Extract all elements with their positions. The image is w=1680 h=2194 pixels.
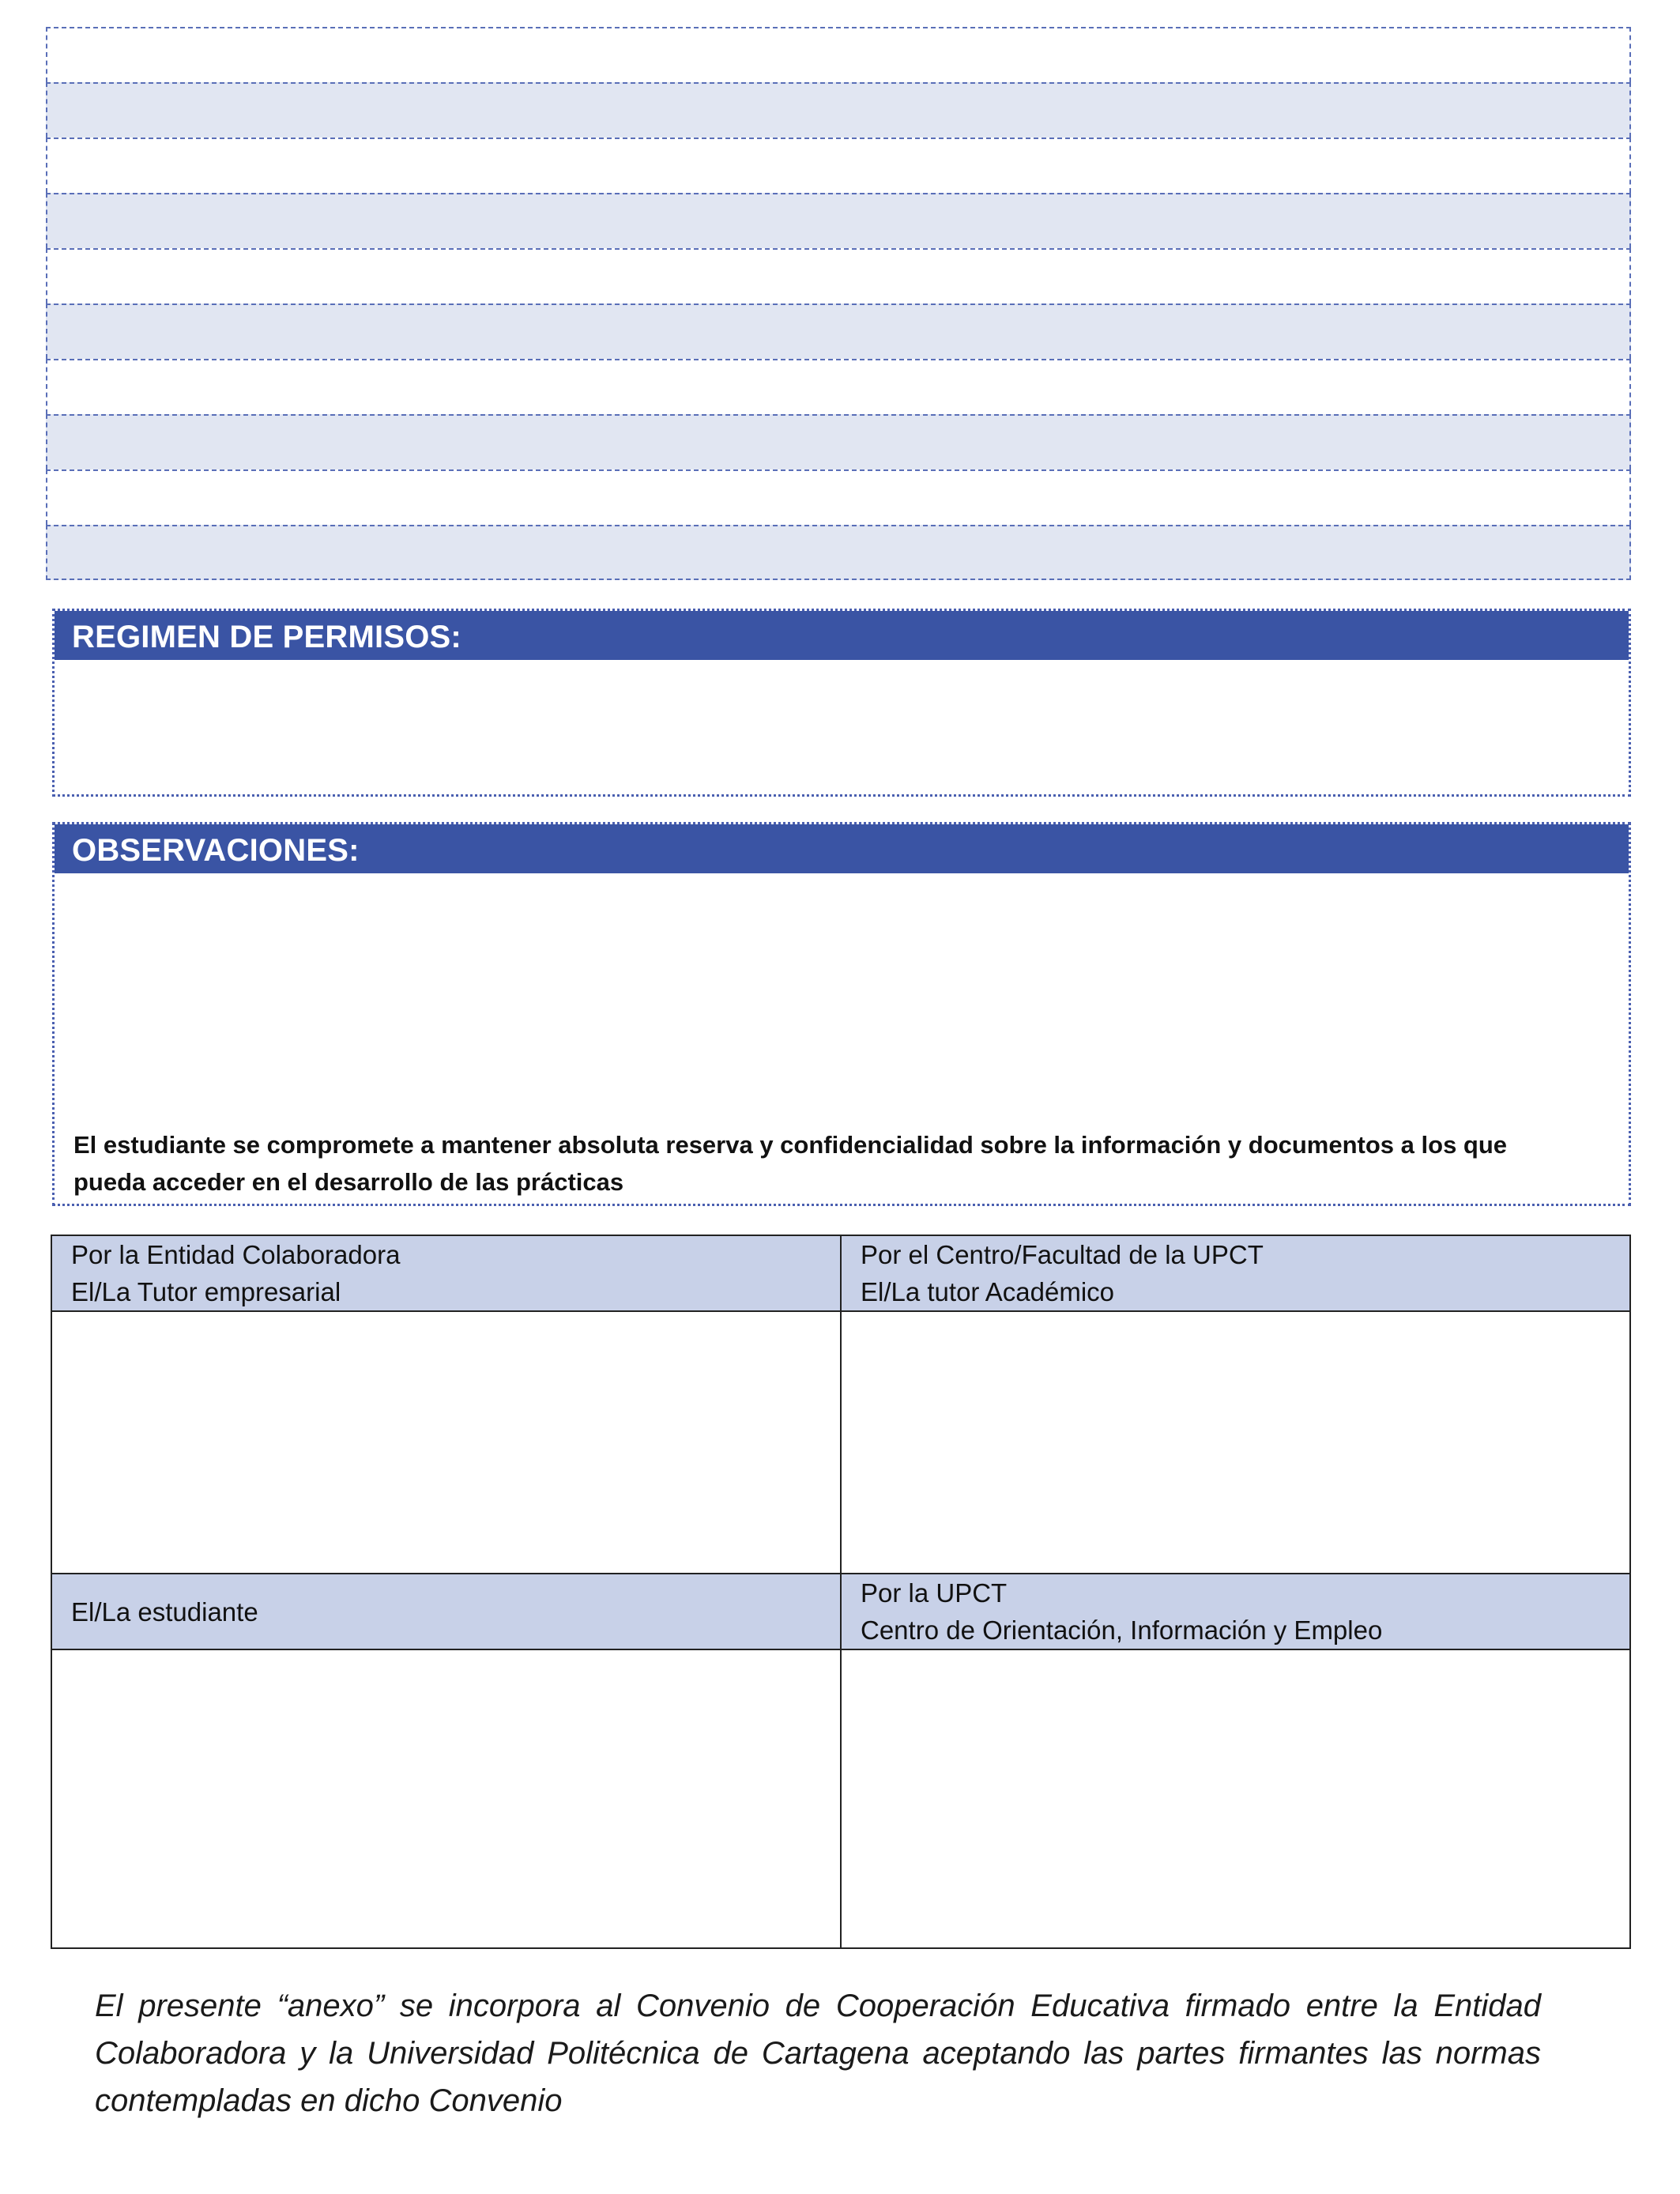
center-tutor-label: El/La tutor Académico	[861, 1277, 1115, 1306]
blank-row[interactable]	[46, 138, 1631, 193]
annex-note: El presente “anexo” se incorpora al Convenio de Cooperación Educativa firmado entre la Entidad Colaboradora y la Universidad Politécnica de Cartagena aceptando las partes firmantes las normas contempladas en dicho Convenio	[95, 1989, 1541, 2118]
blank-row[interactable]	[46, 193, 1631, 248]
student-signature-box[interactable]	[51, 1649, 841, 1948]
blank-row[interactable]	[46, 414, 1631, 469]
regimen-section	[52, 609, 1631, 797]
table-row	[51, 1649, 1630, 1948]
student-label: El/La estudiante	[71, 1596, 258, 1627]
table-row	[51, 1235, 1630, 1311]
entity-label: Por la Entidad Colaboradora	[71, 1240, 401, 1269]
regimen-title: REGIMEN DE PERMISOS:	[55, 611, 1629, 660]
entity-signature-header	[51, 1235, 841, 1311]
upct-label: Por la UPCT	[861, 1578, 1008, 1608]
blank-row[interactable]	[46, 469, 1631, 525]
confidentiality-statement: El estudiante se compromete a mantener absoluta reserva y confidencialidad sobre la información y documentos a los que pueda acceder en el desarrollo de las prácticas	[73, 1131, 1508, 1196]
blank-row[interactable]	[46, 248, 1631, 303]
blank-row[interactable]	[46, 82, 1631, 138]
center-signature-header	[841, 1235, 1630, 1311]
blank-row[interactable]	[46, 525, 1631, 580]
center-label: Por el Centro/Facultad de la UPCT	[861, 1240, 1264, 1269]
schedule-rows	[46, 27, 1631, 580]
table-row	[51, 1574, 1630, 1649]
observaciones-section	[52, 822, 1631, 1206]
center-signature-box[interactable]	[841, 1311, 1630, 1574]
observaciones-title: OBSERVACIONES:	[55, 824, 1629, 873]
observaciones-field[interactable]	[55, 873, 1629, 1204]
regimen-field[interactable]	[55, 660, 1629, 794]
table-row	[51, 1311, 1630, 1574]
upct-signature-header	[841, 1574, 1630, 1649]
blank-row[interactable]	[46, 27, 1631, 82]
blank-row[interactable]	[46, 303, 1631, 359]
signature-table	[51, 1235, 1631, 1949]
entity-tutor-label: El/La Tutor empresarial	[71, 1277, 341, 1306]
student-signature-header	[51, 1574, 841, 1649]
upct-office-label: Centro de Orientación, Información y Empleo	[861, 1615, 1383, 1645]
entity-signature-box[interactable]	[51, 1311, 841, 1574]
blank-row[interactable]	[46, 359, 1631, 414]
upct-signature-box[interactable]	[841, 1649, 1630, 1948]
